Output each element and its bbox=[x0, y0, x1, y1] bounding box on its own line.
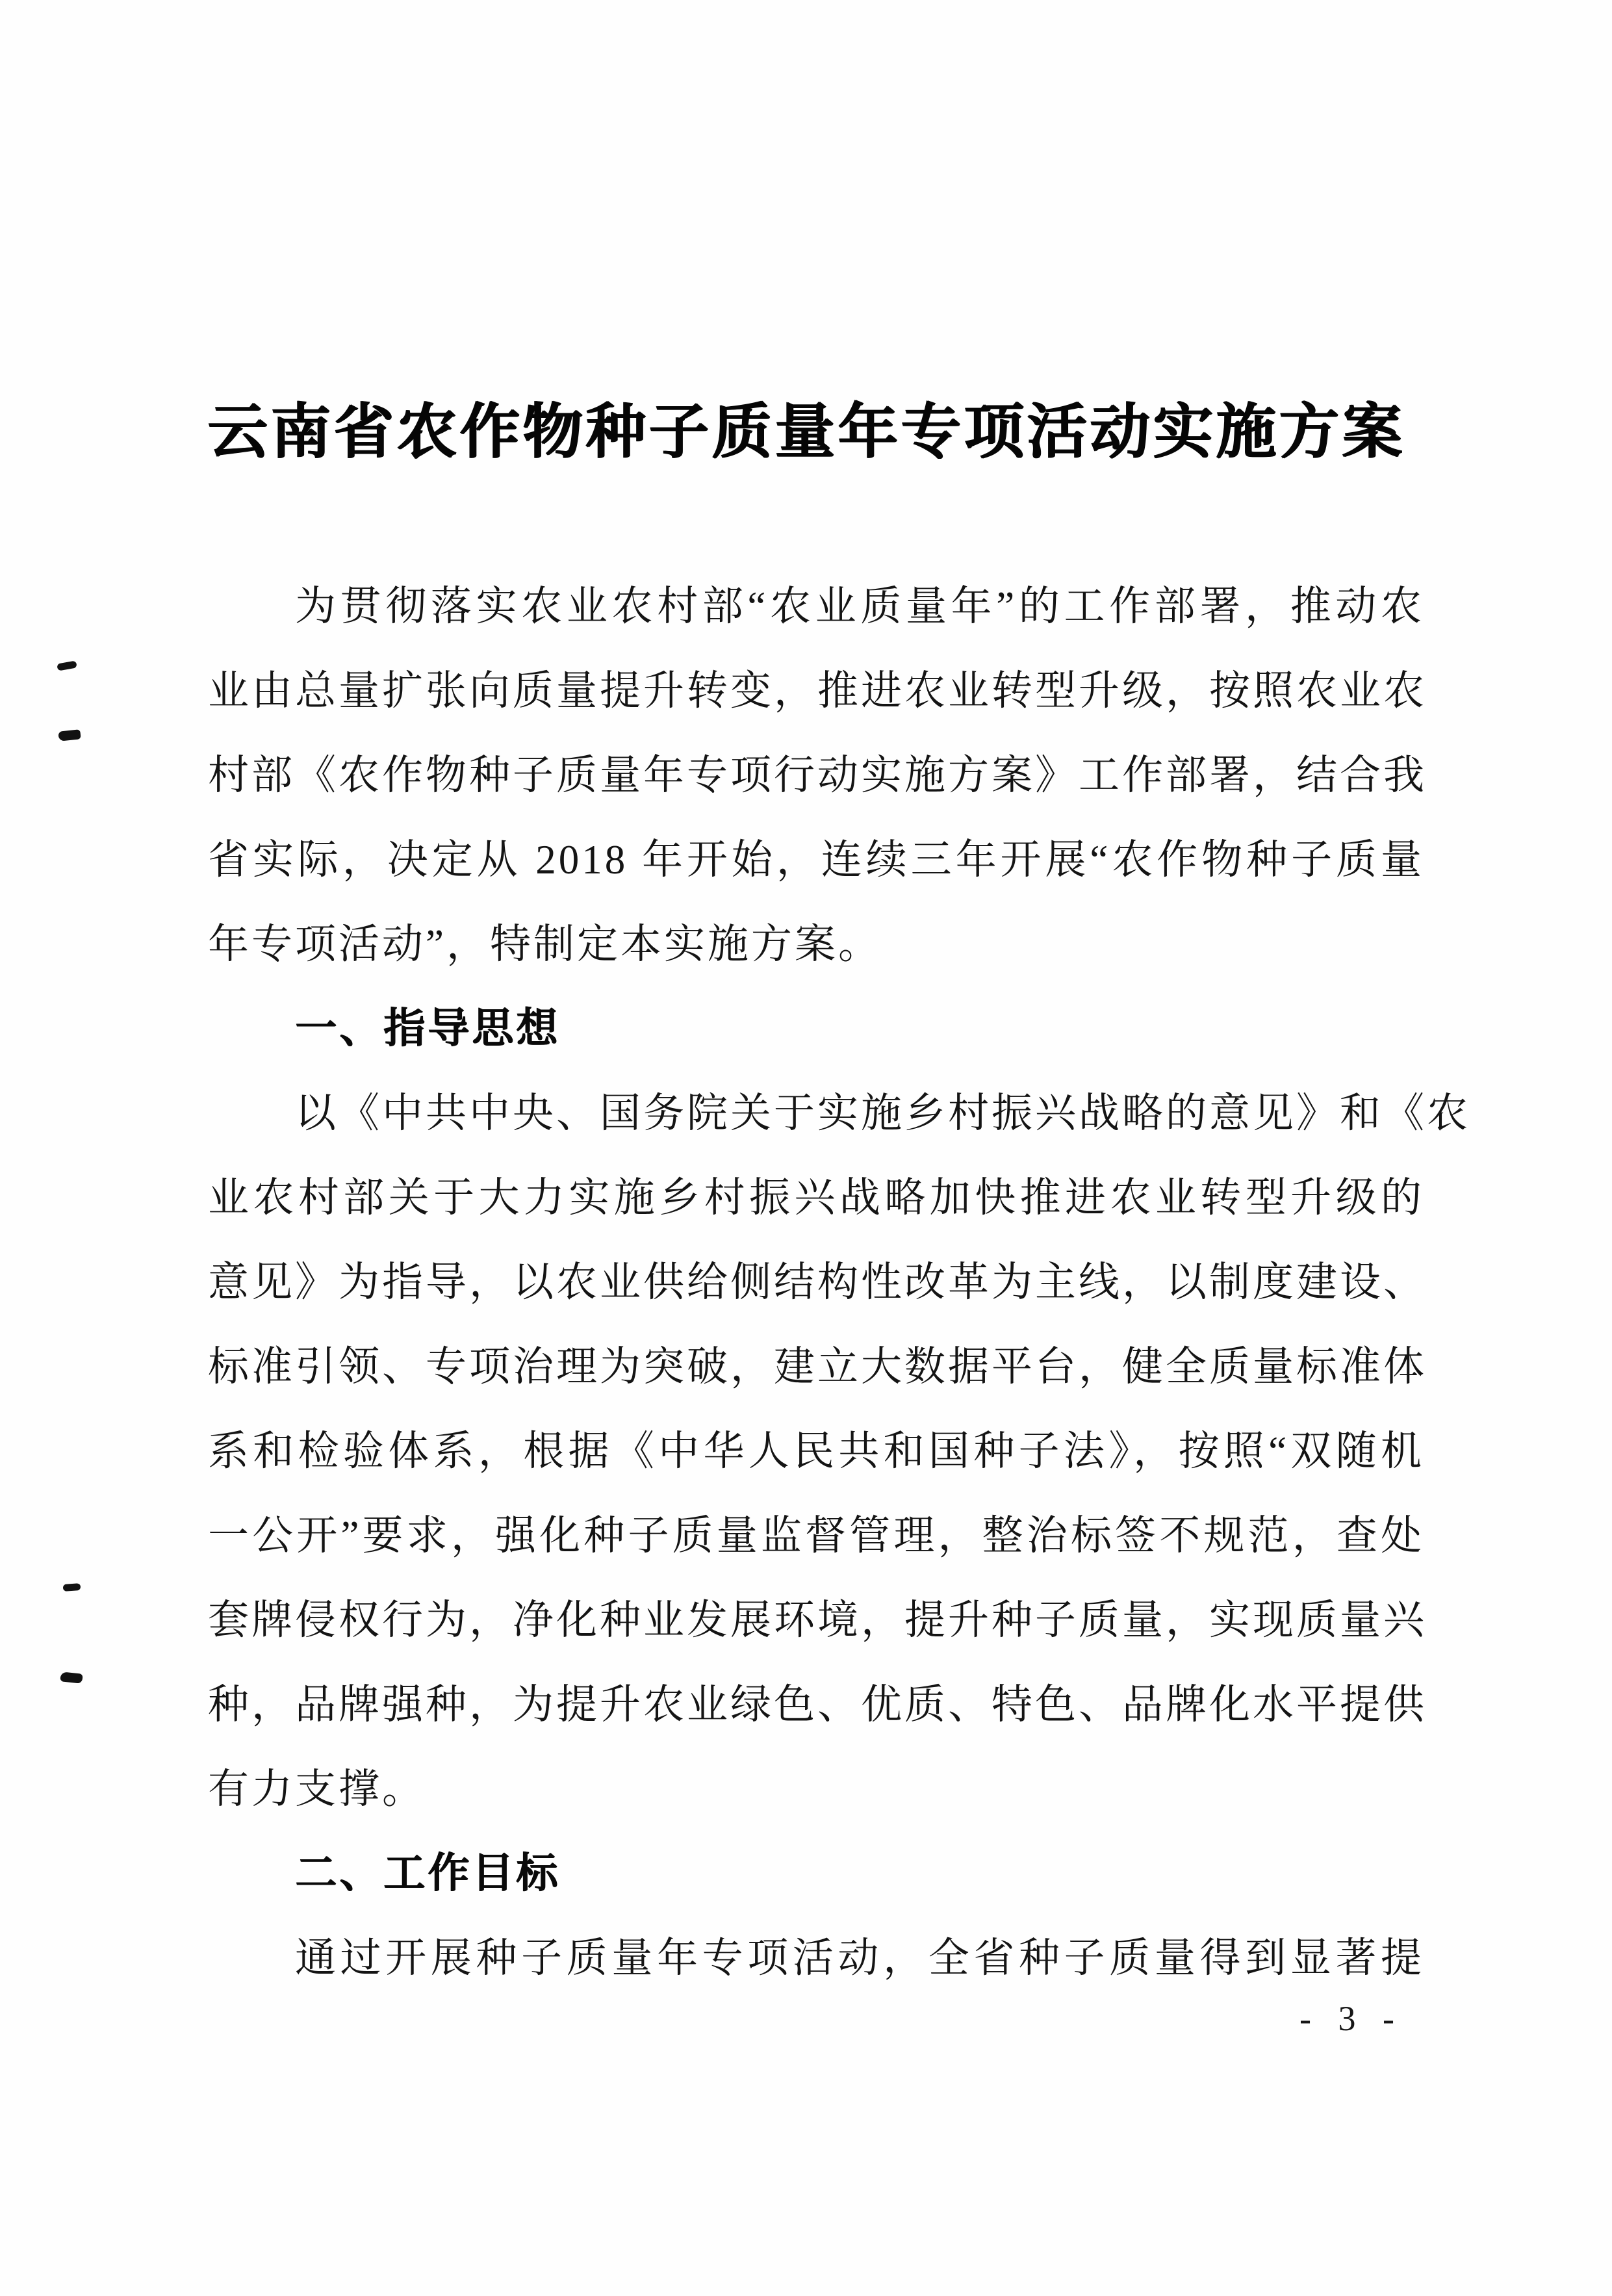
text-line: 省实际，决定从 2018 年开始，连续三年开展“农作物种子质量 bbox=[208, 837, 1424, 883]
text-line: 有力支撑。 bbox=[208, 1766, 426, 1812]
text-line: 标准引领、专项治理为突破，建立大数据平台，健全质量标准体 bbox=[208, 1344, 1427, 1389]
text-line: 业农村部关于大力实施乡村振兴战略加快推进农业转型升级的 bbox=[208, 1175, 1424, 1220]
text-line: 以《中共中央、国务院关于实施乡村振兴战略的意见》和《农 bbox=[295, 1090, 1470, 1136]
left-margin-scan-mark bbox=[58, 729, 81, 741]
text-line: 一公开”要求，强化种子质量监督管理，整治标签不规范，查处 bbox=[208, 1513, 1424, 1558]
left-margin-scan-mark bbox=[60, 1671, 83, 1683]
text-line: 业由总量扩张向质量提升转变，推进农业转型升级，按照农业农 bbox=[208, 668, 1427, 714]
section-heading: 一、指导思想 bbox=[295, 1005, 560, 1053]
text-line: 年专项活动”，特制定本实施方案。 bbox=[208, 922, 882, 967]
text-line: 为贯彻落实农业农村部“农业质量年”的工作部署，推动农 bbox=[295, 584, 1424, 629]
text-line: 套牌侵权行为，净化种业发展环境，提升种子质量，实现质量兴 bbox=[208, 1597, 1427, 1643]
section-heading: 二、工作目标 bbox=[295, 1850, 560, 1898]
document-title: 云南省农作物种子质量年专项活动实施方案 bbox=[207, 397, 1405, 467]
left-margin-scan-mark bbox=[63, 1583, 81, 1592]
text-line: 村部《农作物种子质量年专项行动实施方案》工作部署，结合我 bbox=[208, 753, 1427, 798]
text-line: 意见》为指导，以农业供给侧结构性改革为主线，以制度建设、 bbox=[208, 1259, 1427, 1305]
left-margin-scan-mark bbox=[57, 660, 77, 671]
document-body bbox=[208, 564, 1470, 2000]
page-number: - 3 - bbox=[1299, 1999, 1403, 2038]
text-line: 通过开展种子质量年专项活动，全省种子质量得到显著提 bbox=[295, 1935, 1424, 1981]
text-line: 种，品牌强种，为提升农业绿色、优质、特色、品牌化水平提供 bbox=[208, 1682, 1427, 1727]
text-line: 系和检验体系，根据《中华人民共和国种子法》，按照“双随机 bbox=[208, 1428, 1424, 1474]
